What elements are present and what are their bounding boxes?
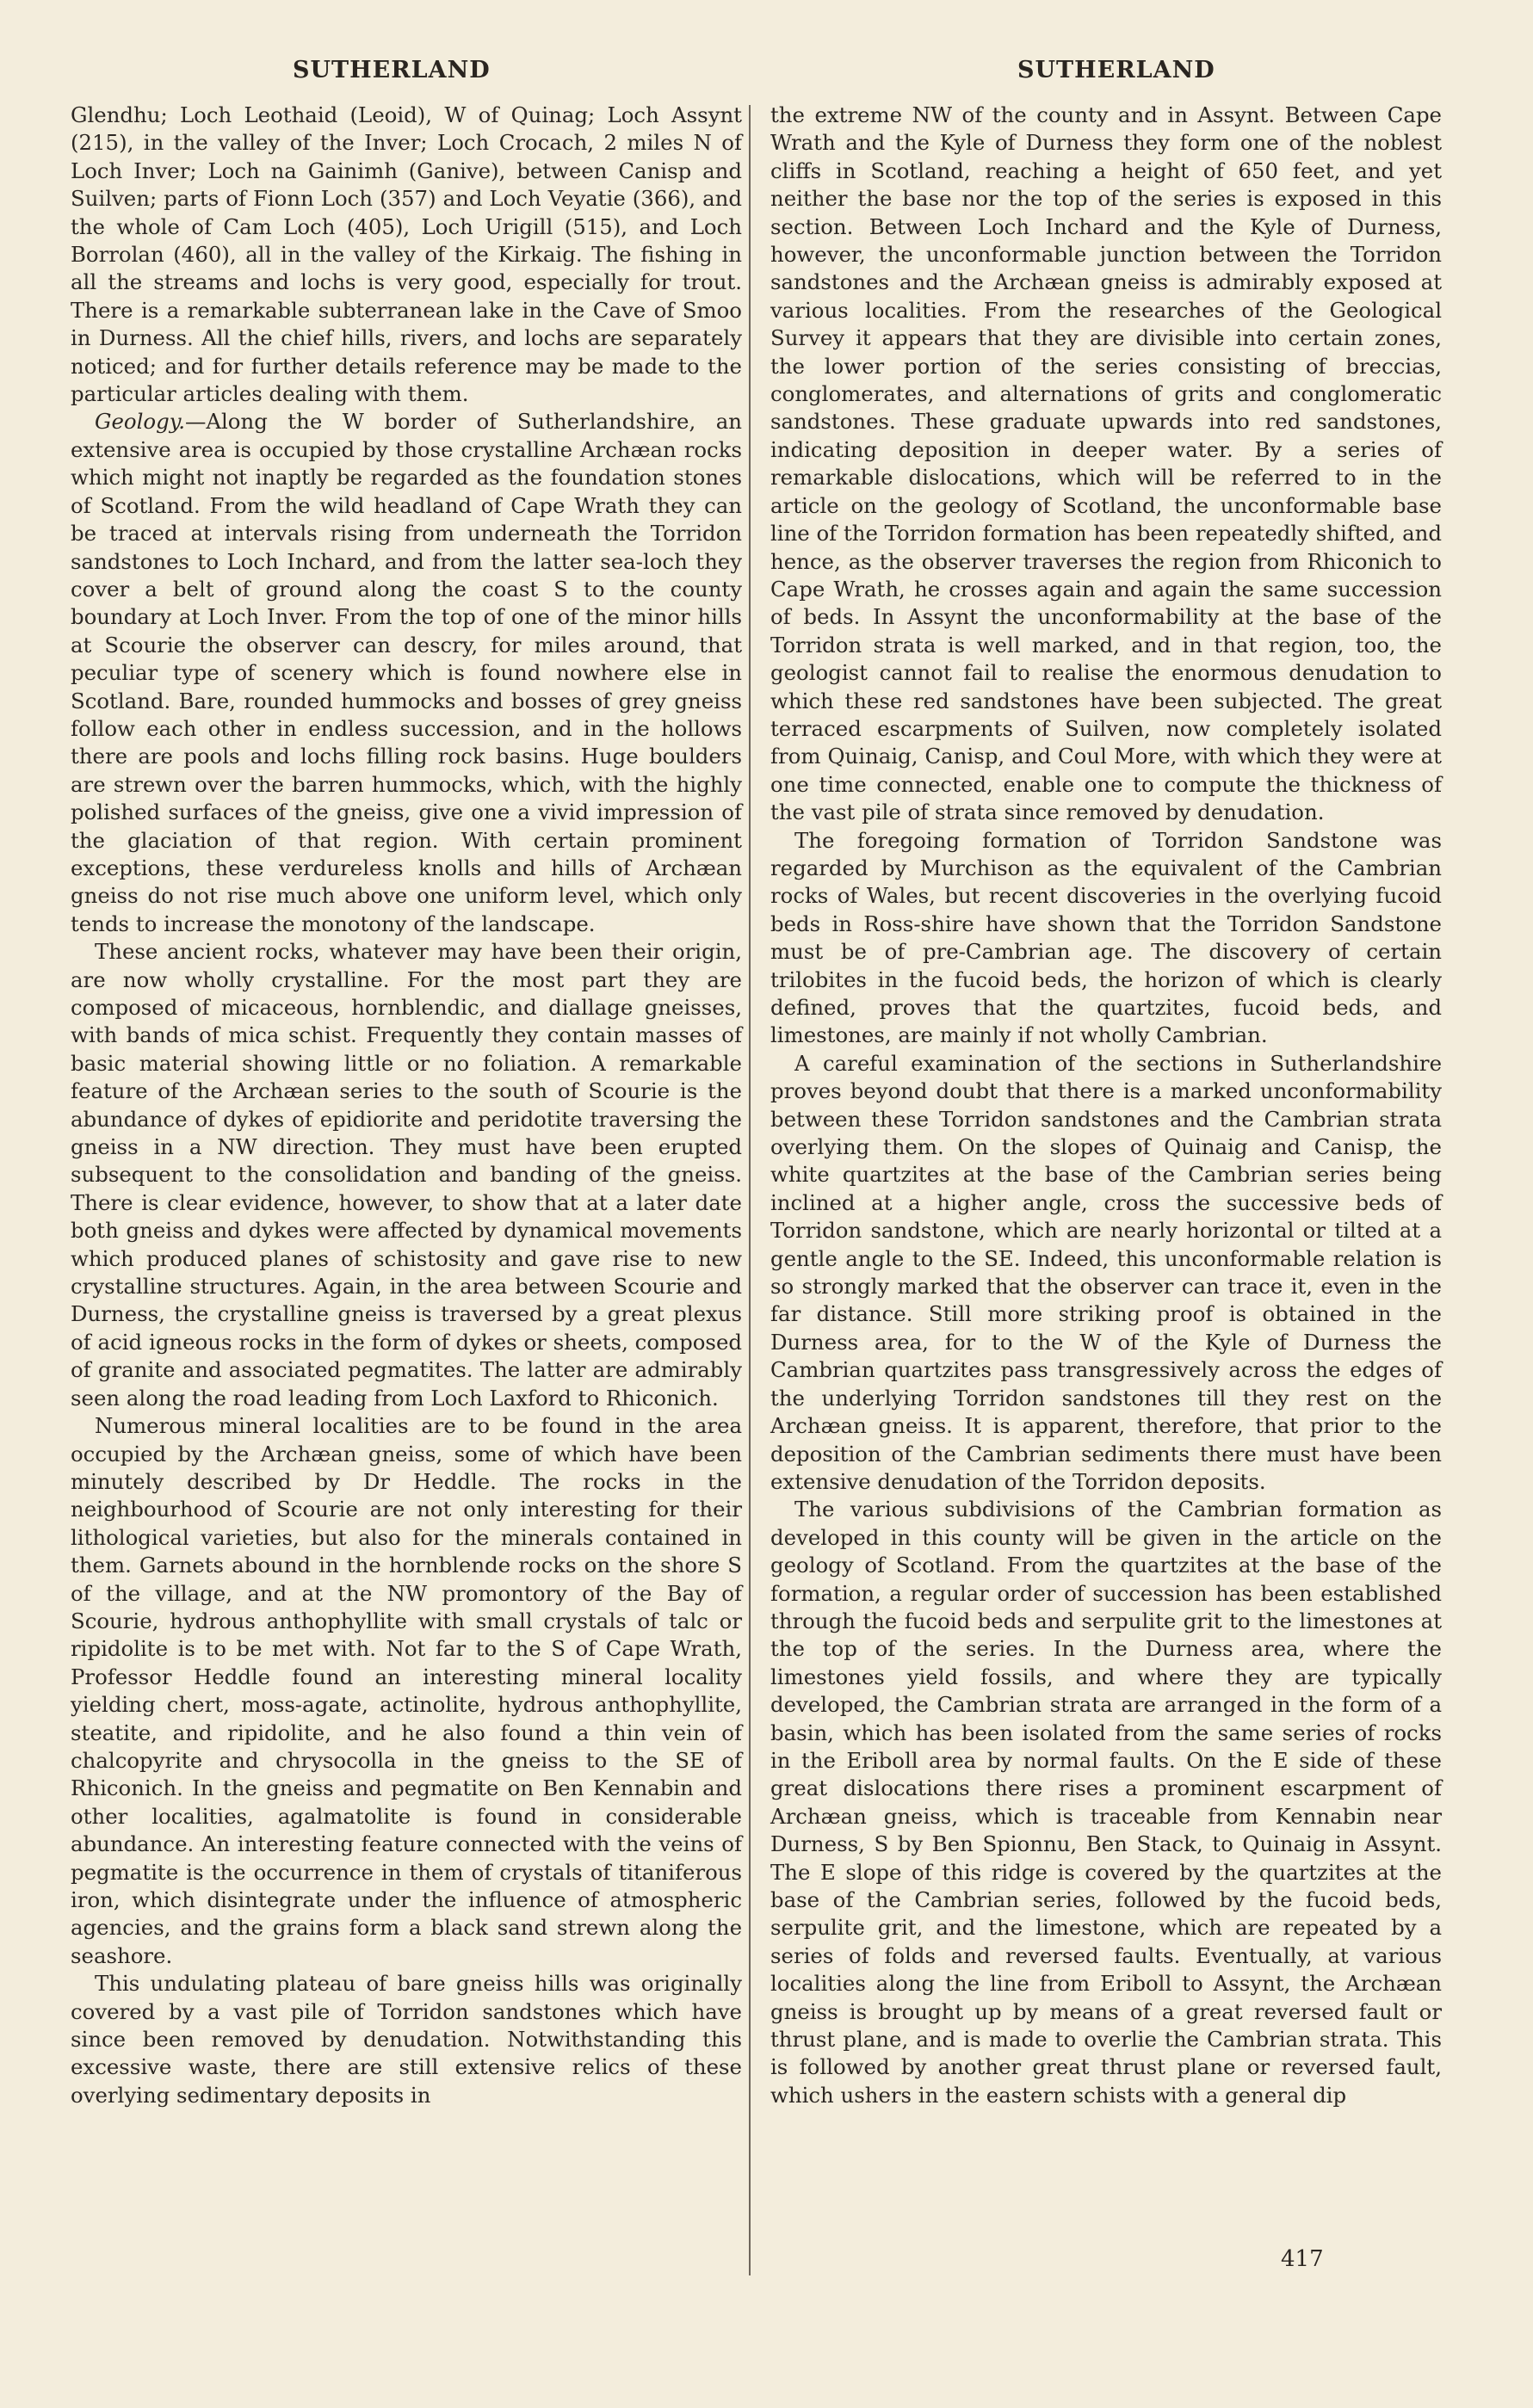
page-number: 417 [1281,2246,1324,2272]
section-label-geology: Geology. [95,409,185,435]
paragraph: Numerous mineral localities are to be found in the area occupied by the Archæan gneiss, some of which have been minutely described by Dr Heddle. The rocks in the neighbourhood of Scourie are not only interesting for their lithological varieties, but also for the minerals contained in them. Garnets abound in the hornblende rocks on the shore S of the village, and at the NW promontory of the Bay of Scourie, hydrous anthophyllite with small crystals of talc or ripidolite is to be met with. Not far to the S of Cape Wrath, Professor Heddle found an interesting mineral locality yielding chert, moss-agate, actinolite, hydrous anthophyllite, steatite, and ripidolite, and he also found a thin vein of chalcopyrite and chrysocolla in the gneiss to the SE of Rhiconich. In the gneiss and pegmatite on Ben Kennabin and other localities, agalmatolite is found in considerable abundance. An interesting feature connected with the veins of pegmatite is the occurrence in them of crystals of titaniferous iron, which disintegrate under the influence of atmospheric agencies, and the grains form a black sand strewn along the seashore. [71,1413,742,1968]
paragraph: A careful examination of the sections in Sutherlandshire proves beyond doubt that there is a marked unconformability between these Torridon sandstones and the Cambrian strata overlying them. On the slopes of Quinaig and Canisp, the white quartzites at the base of the Cambrian series being inclined at a higher angle, cross the successive beds of Torridon sandstone, which are nearly horizontal or tilted at a gentle angle to the SE. Indeed, this unconformable relation is so strongly marked that the observer can trace it, even in the far distance. Still more striking proof is obtained in the Durness area, for to the W of the Kyle of Durness the Cambrian quartzites pass transgressively across the edges of the underlying Torridon sandstones till they rest on the Archæan gneiss. It is apparent, therefore, that prior to the deposition of the Cambrian sediments there must have been extensive denudation of the Torridon deposits. [770,1050,1442,1494]
column-divider [749,105,751,2275]
left-column [71,102,742,2109]
paragraph: Glendhu; Loch Leothaid (Leoid), W of Quinag; Loch Assynt (215), in the valley of the Inver; Loch Crocach, 2 miles N of Loch Inver; Loch na Gainimh (Ganive), between Canisp and Suilven; parts of Fionn Loch (357) and Loch Veyatie (366), and the whole of Cam Loch (405), Loch Urigill (515), and Loch Borrolan (460), all in the valley of the Kirkaig. The fishing in all the streams and lochs is very good, especially for trout. There is a remarkable subterranean lake in the Cave of Smoo in Durness. All the chief hills, rivers, and lochs are separately noticed; and for further details reference may be made to the particular articles dealing with them. [71,102,742,407]
running-header-right: SUTHERLAND [1017,57,1215,83]
paragraph: The various subdivisions of the Cambrian formation as developed in this county will be given in the article on the geology of Scotland. From the quartzites at the base of the formation, a regular order of succession has been established through the fucoid beds and serpulite grit to the limestones at the top of the series. In the Durness area, where the limestones yield fossils, and where they are typically developed, the Cambrian strata are arranged in the form of a basin, which has been isolated from the same series of rocks in the Eriboll area by normal faults. On the E side of these great dislocations there rises a prominent escarpment of Archæan gneiss, which is traceable from Kennabin near Durness, S by Ben Spionnu, Ben Stack, to Quinaig in Assynt. The E slope of this ridge is covered by the quartzites at the base of the Cambrian series, followed by the fucoid beds, serpulite grit, and the limestone, which are repeated by a series of folds and reversed faults. Eventually, at various localities along the line from Eriboll to Assynt, the Archæan gneiss is brought up by means of a great reversed fault or thrust plane, and is made to overlie the Cambrian strata. This is followed by another great thrust plane or reversed fault, which ushers in the eastern schists with a general dip [770,1497,1442,2108]
right-column [770,102,1442,2109]
paragraph-text: —Along the W border of Sutherlandshire, an extensive area is occupied by those crystalline Archæan rocks which might not inaptly be regarded as the foundation stones of Scotland. From the wild headland of Cape Wrath they can be traced at intervals rising from underneath the Torridon sandstones to Loch Inchard, and from the latter sea-loch they cover a belt of ground along the coast S to the county boundary at Loch Inver. From the top of one of the minor hills at Scourie the observer can descry, for miles around, that peculiar type of scenery which is found nowhere else in Scotland. Bare, rounded hummocks and bosses of grey gneiss follow each other in endless succession, and in the hollows there are pools and lochs filling rock basins. Huge boulders are strewn over the barren hummocks, which, with the highly polished surfaces of the gneiss, give one a vivid impression of the glaciation of that region. With certain prominent exceptions, these verdureless knolls and hills of Archæan gneiss do not rise much above one uniform level, which only tends to increase the monotony of the landscape. [71,409,742,936]
paragraph: The foregoing formation of Torridon Sandstone was regarded by Murchison as the equivalent of the Cambrian rocks of Wales, but recent discoveries in the overlying fucoid beds in Ross-shire have shown that the Torridon Sandstone must be of pre-Cambrian age. The discovery of certain trilobites in the fucoid beds, the horizon of which is clearly defined, proves that the quartzites, fucoid beds, and limestones, are mainly if not wholly Cambrian. [770,827,1442,1048]
running-header-left: SUTHERLAND [293,57,491,83]
paragraph: This undulating plateau of bare gneiss hills was originally covered by a vast pile of Torridon sandstones which have since been removed by denudation. Notwithstanding this excessive waste, there are still extensive relics of these overlying sedimentary deposits in [71,1971,742,2108]
paragraph: These ancient rocks, whatever may have been their origin, are now wholly crystalline. For the most part they are composed of micaceous, hornblendic, and diallage gneisses, with bands of mica schist. Frequently they contain masses of basic material showing little or no foliation. A remarkable feature of the Archæan series to the south of Scourie is the abundance of dykes of epidiorite and peridotite traversing the gneiss in a NW direction. They must have been erupted subsequent to the consolidation and banding of the gneiss. There is clear evidence, however, to show that at a later date both gneiss and dykes were affected by dynamical movements which produced planes of schistosity and gave rise to new crystalline structures. Again, in the area between Scourie and Durness, the crystalline gneiss is traversed by a great plexus of acid igneous rocks in the form of dykes or sheets, composed of granite and associated pegmatites. The latter are admirably seen along the road leading from Loch Laxford to Rhiconich. [71,939,742,1411]
paragraph: the extreme NW of the county and in Assynt. Between Cape Wrath and the Kyle of Durness they form one of the noblest cliffs in Scotland, reaching a height of 650 feet, and yet neither the base nor the top of the series is exposed in this section. Between Loch Inchard and the Kyle of Durness, however, the unconformable junction between the Torridon sandstones and the Archæan gneiss is admirably exposed at various localities. From the researches of the Geological Survey it appears that they are divisible into certain zones, the lower portion of the series consisting of breccias, conglomerates, and alternations of grits and conglomeratic sandstones. These graduate upwards into red sandstones, indicating deposition in deeper water. By a series of remarkable dislocations, which will be referred to in the article on the geology of Scotland, the unconformable base line of the Torridon formation has been repeatedly shifted, and hence, as the observer traverses the region from Rhiconich to Cape Wrath, he crosses again and again the same succession of beds. In Assynt the unconformability at the base of the Torridon strata is well marked, and in that region, too, the geologist cannot fail to realise the enormous denudation to which these red sandstones have been subjected. The great terraced escarpments of Suilven, now completely isolated from Quinaig, Canisp, and Coul More, with which they were at one time connected, enable one to compute the thickness of the vast pile of strata since removed by denudation. [770,102,1442,825]
paragraph-geology [71,408,742,938]
